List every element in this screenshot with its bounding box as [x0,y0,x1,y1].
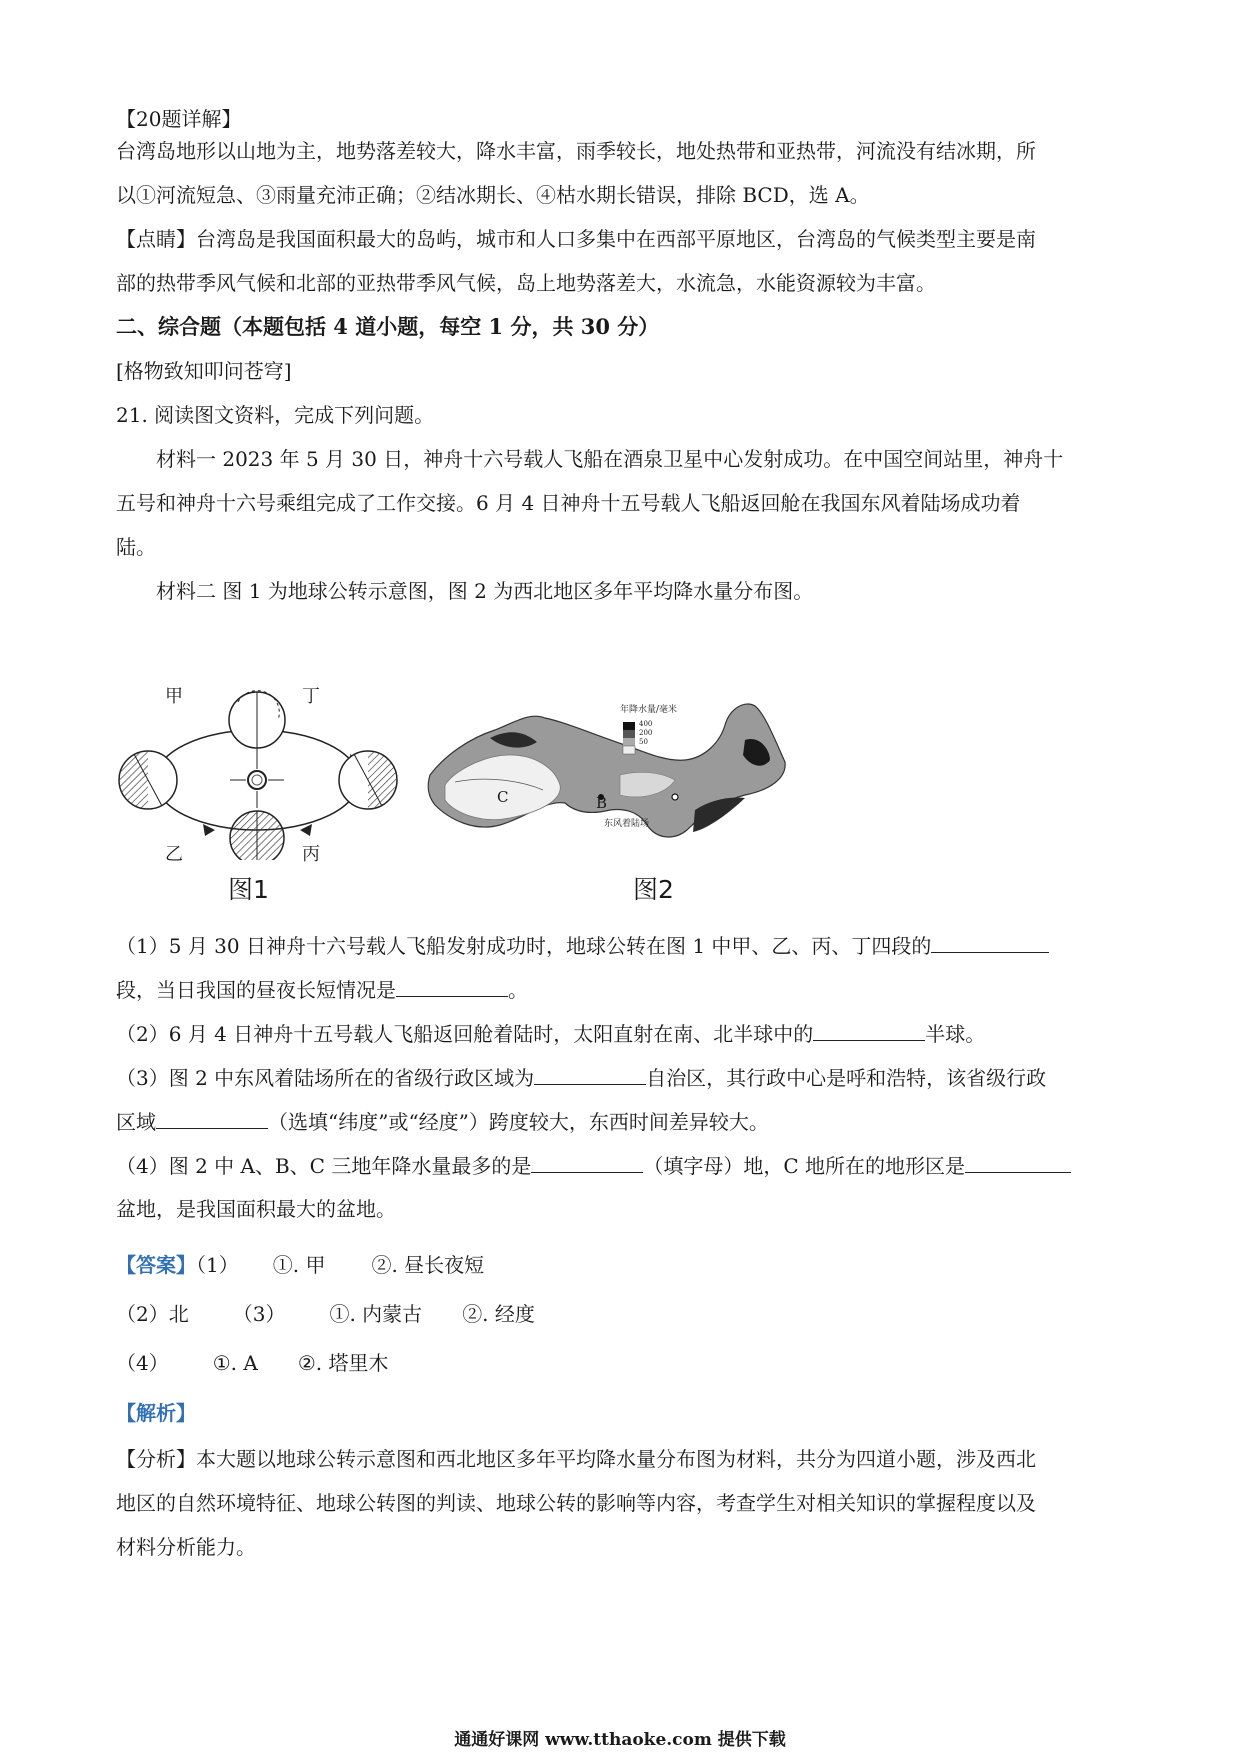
legend-value-200: 200 [639,729,653,737]
label-yi: 乙 [165,844,183,865]
sub4-line1 [116,1150,1071,1181]
blank-4-2[interactable] [965,1150,1071,1173]
sub2-end: 半球。 [925,1022,986,1046]
sub4-text-b: （填字母）地，C 地所在的地形区是 [643,1154,965,1178]
answer-item: ①. 甲 [272,1253,326,1277]
sub3-text-2b: （选填“纬度”或“经度”）跨度较大，东西时间差异较大。 [268,1110,769,1134]
legend-value-400: 400 [639,720,653,728]
label-jia: 甲 [165,686,183,707]
sub4-text: （4）图 2 中 A、B、C 三地年降水量最多的是 [116,1154,532,1178]
blank-3-1[interactable] [534,1062,646,1085]
sub2-text: （2）6 月 4 日神舟十五号载人飞船返回舱着陆时，太阳直射在南、北半球中的 [116,1022,814,1046]
figure1-caption: 图1 [228,875,269,904]
place-label-b: B [596,794,608,812]
answer-label: 【答案】 [116,1253,196,1277]
blank-1-2[interactable] [396,974,508,997]
legend-title: 年降水量/毫米 [620,705,678,715]
answer-item: ②. 昼长夜短 [371,1253,485,1277]
sub1-end: 。 [508,978,528,1002]
answer-row3 [116,1348,388,1378]
answer-row1 [116,1250,484,1280]
answer-item: （3） [232,1302,286,1326]
place-label-c: C [497,788,509,806]
blank-4-1[interactable] [531,1150,643,1173]
sub3-line2 [116,1106,769,1137]
earth-right-icon [339,751,397,809]
blank-1-1[interactable] [931,930,1049,953]
earth-top-icon [229,691,285,748]
blank-2[interactable] [813,1018,925,1041]
sub3-text-b: 自治区，其行政中心是呼和浩特，该省级行政 [646,1066,1047,1090]
answer-item: ②. 经度 [462,1302,535,1326]
sub2-line [116,1018,985,1049]
earth-left-icon [119,751,177,809]
material1-line2: 五号和神舟十六号乘组完成了工作交接。6 月 4 日神舟十五号载人飞船返回舱在我国东风着陆场成功着 [116,491,1021,515]
sub1-line2 [116,974,528,1005]
part2-subtitle: [格物致知叩问苍穹] [116,359,292,383]
material2: 材料二 图 1 为地球公转示意图，图 2 为西北地区多年平均降水量分布图。 [156,579,814,603]
blank-3-2[interactable] [156,1106,268,1129]
answer-item: （4） [116,1351,169,1375]
section20-heading: 【20题详解】 [116,107,242,131]
analysis-label: 【解析】 [116,1401,196,1425]
answer-item: （1） [196,1253,239,1277]
label-bing: 丙 [302,844,320,865]
section20-para-line1: 台湾岛地形以山地为主，地势落差较大，降水丰富，雨季较长，地处热带和亚热带，河流没有结冰期，所 [116,139,1036,163]
figure1-orbit-diagram [110,690,400,860]
city-marker-icon [672,794,678,800]
figures-area [110,686,830,904]
answer-item: ②. 塔里木 [297,1351,389,1375]
answer-item: ①. A [212,1351,258,1375]
material1-line1: 材料一 2023 年 5 月 30 日，神舟十六号载人飞船在酒泉卫星中心发射成功。在中国空间站里，神舟十 [156,447,1064,471]
earth-bottom-icon [230,811,284,860]
figure2-caption: 图2 [633,875,674,904]
legend-swatch-400 [623,722,635,730]
sub3-line1 [116,1062,1046,1093]
section20-comment-line1: 【点睛】台湾岛是我国面积最大的岛屿，城市和人口多集中在西部平原地区，台湾岛的气候类型主要是南 [116,227,1036,251]
answer-item: ①. 内蒙古 [329,1302,423,1326]
label-ding: 丁 [302,686,320,707]
answer-row2 [116,1299,535,1329]
analysis-line3: 材料分析能力。 [116,1535,256,1559]
legend-value-50: 50 [639,738,648,746]
sub3-text: （3）图 2 中东风着陆场所在的省级行政区域为 [116,1066,535,1090]
sub4-line2: 盆地，是我国面积最大的盆地。 [116,1197,396,1221]
answer-item: （2）北 [116,1302,189,1326]
section20-para-line2: 以①河流短急、③雨量充沛正确；②结冰期长、④枯水期长错误，排除 BCD，选 A。 [116,183,870,207]
analysis-line2: 地区的自然环境特征、地球公转图的判读、地球公转的影响等内容，考查学生对相关知识的掌握程度以及 [116,1491,1036,1515]
place-label-a: A [758,748,769,766]
place-label-dongfeng: 东风着陆场 [604,819,650,829]
sub1-text-2: 段，当日我国的昼夜长短情况是 [116,978,396,1002]
legend-swatch-200 [623,730,635,738]
section20-comment-line2: 部的热带季风气候和北部的亚热带季风气候，岛上地势落差大，水流急，水能资源较为丰富。 [116,271,936,295]
page-footer: 通通好课网 www.tthaoke.com 提供下载 [454,1730,786,1750]
part2-title: 二、综合题（本题包括 4 道小题，每空 1 分，共 30 分） [116,314,660,339]
sub3-text-2: 区域 [116,1110,156,1134]
q21-stem: 21. 阅读图文资料，完成下列问题。 [116,403,435,427]
sub1-text: （1）5 月 30 日神舟十六号载人飞船发射成功时，地球公转在图 1 中甲、乙、丙、丁四段的 [116,934,932,958]
analysis-line1: 【分析】本大题以地球公转示意图和西北地区多年平均降水量分布图为材料，共分为四道小题，涉及西北 [116,1447,1036,1471]
legend-swatch-50 [623,738,635,746]
material1-line3: 陆。 [116,535,156,559]
sub1-line1 [116,930,1049,961]
